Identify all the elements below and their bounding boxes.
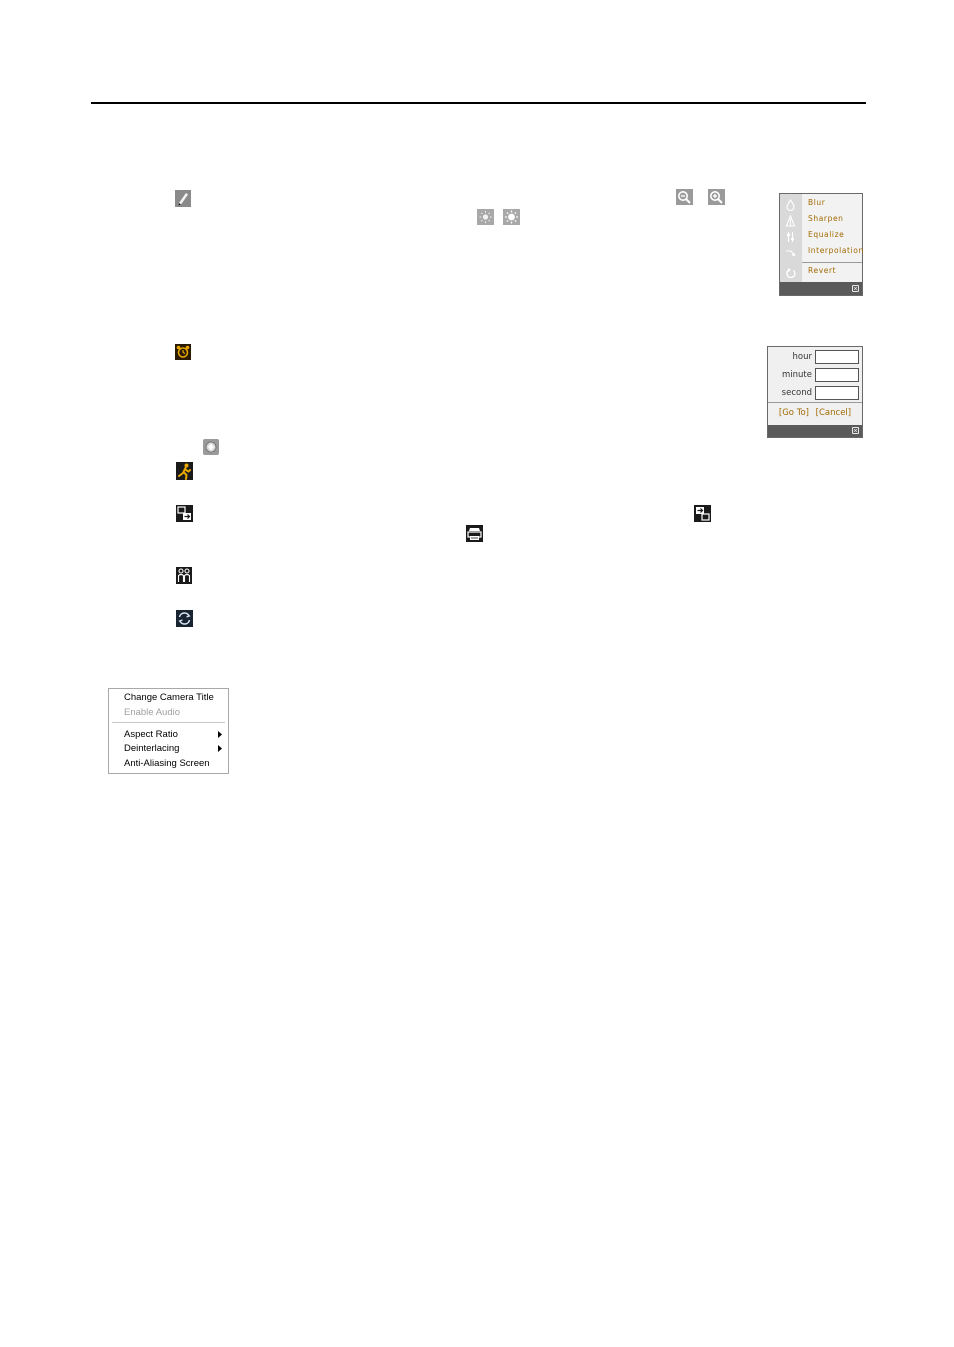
effects-panel-footer — [780, 282, 862, 295]
second-label: second — [781, 388, 812, 398]
camera-export-icon[interactable] — [176, 505, 193, 522]
hour-label: hour — [792, 352, 812, 362]
goto-row-second — [768, 385, 862, 401]
effect-item-sharpen[interactable] — [780, 212, 862, 228]
minute-input[interactable] — [815, 368, 859, 382]
effect-label: Sharpen — [808, 214, 844, 223]
print-icon[interactable] — [466, 525, 483, 542]
effect-label: Revert — [808, 266, 837, 275]
menu-item-enable-audio: Enable Audio — [124, 707, 180, 718]
goto-panel-footer — [768, 425, 862, 437]
drop-icon — [783, 197, 798, 211]
effect-label: Blur — [808, 198, 826, 207]
goto-button[interactable]: [Go To] — [778, 408, 809, 418]
effect-item-blur[interactable] — [780, 196, 862, 212]
goto-separator — [768, 402, 862, 403]
header-rule — [91, 102, 866, 104]
image-effects-icon[interactable] — [175, 190, 191, 207]
running-man-icon[interactable] — [176, 462, 193, 480]
revert-icon — [783, 265, 798, 279]
refresh-icon[interactable] — [176, 610, 193, 627]
equalizer-icon — [783, 229, 798, 243]
menu-item-anti-aliasing-screen[interactable]: Anti-Aliasing Screen — [124, 758, 210, 769]
second-input[interactable] — [815, 386, 859, 400]
menu-separator — [112, 722, 225, 723]
menu-item-aspect-ratio[interactable]: Aspect Ratio — [124, 729, 178, 740]
goto-row-hour — [768, 349, 862, 365]
people-icon[interactable] — [176, 567, 192, 584]
goto-time-panel — [767, 346, 863, 438]
submenu-arrow-icon — [218, 745, 222, 752]
image-effects-panel — [779, 193, 863, 296]
menu-item-deinterlacing[interactable]: Deinterlacing — [124, 743, 180, 754]
hour-input[interactable] — [815, 350, 859, 364]
effect-label: Interpolation — [808, 246, 864, 255]
camera-context-menu — [108, 688, 229, 774]
round-button-icon[interactable] — [203, 439, 219, 455]
interpolation-icon — [783, 245, 798, 259]
camera-import-icon[interactable] — [694, 505, 711, 522]
cancel-button[interactable]: [Cancel] — [815, 408, 852, 418]
brightness-down-icon[interactable] — [477, 209, 494, 225]
submenu-arrow-icon — [218, 731, 222, 738]
effect-item-revert[interactable] — [780, 264, 862, 280]
goto-row-minute — [768, 367, 862, 383]
triangle-icon — [783, 213, 798, 227]
brightness-up-icon[interactable] — [503, 209, 520, 225]
effect-item-interpolation[interactable] — [780, 244, 862, 260]
effect-label: Equalize — [808, 230, 845, 239]
alarm-clock-icon[interactable] — [175, 344, 191, 360]
effect-item-equalize[interactable] — [780, 228, 862, 244]
menu-item-change-camera-title[interactable]: Change Camera Title — [124, 692, 214, 703]
effects-separator — [802, 262, 862, 263]
goto-actions — [768, 408, 862, 418]
close-icon[interactable] — [852, 285, 859, 292]
zoom-out-icon[interactable] — [676, 189, 693, 205]
minute-label: minute — [782, 370, 812, 380]
zoom-in-icon[interactable] — [708, 189, 725, 205]
close-icon[interactable] — [852, 427, 859, 434]
